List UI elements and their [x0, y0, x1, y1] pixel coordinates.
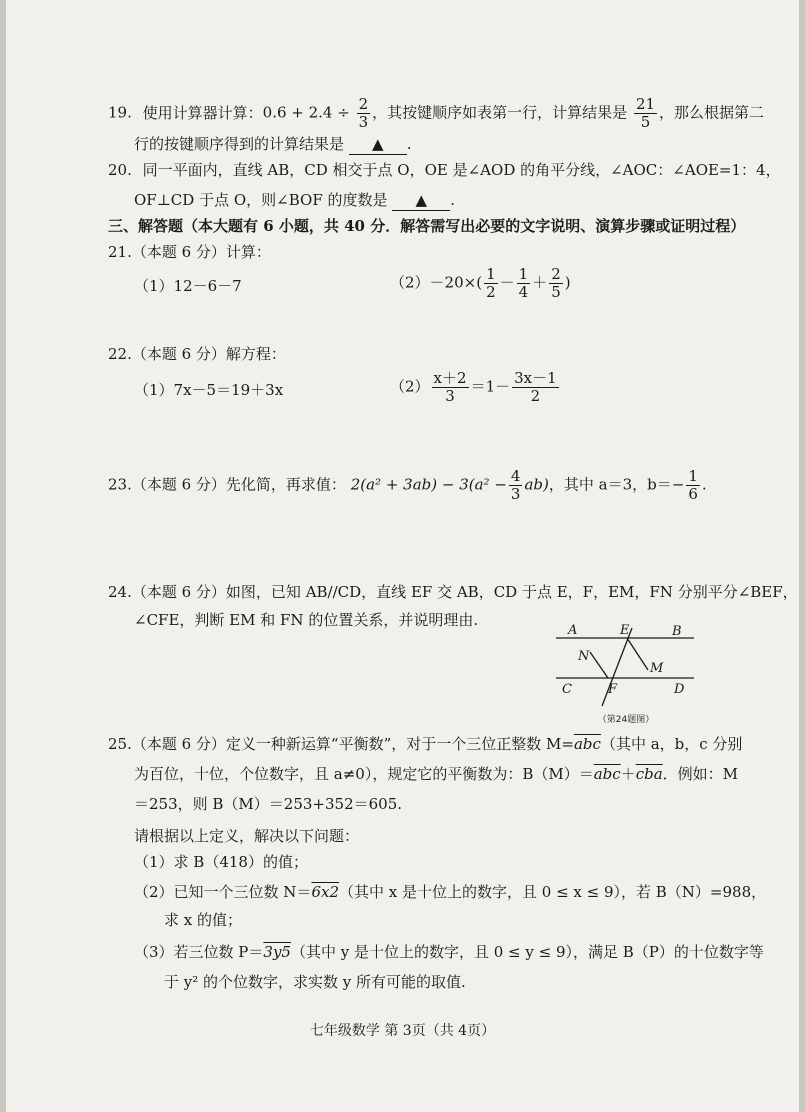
answer-blank: ▲: [392, 190, 450, 211]
section-heading: 三、解答题（本大题有 6 小题，共 40 分．解答需写出必要的文字说明、演算步骤或证明过程）: [108, 217, 746, 235]
figure-caption: （第24题图）: [597, 715, 655, 725]
ray-em: [627, 638, 648, 670]
question-19-line-1: 19. 使用计算器计算：0.6 + 2.4 ÷ $\frac{2}{3}$ ，其按键顺序如表第一行，计算结果是 $\frac{21}{5}$ ，那么根据第二: [108, 95, 765, 131]
question-25-part-3-cont: 于 y² 的个位数字，求实数 y 所有可能的取值.: [164, 973, 466, 991]
fraction: $\frac{x+2}{3}$: [433, 369, 467, 405]
fraction: $\frac{21}{5}$: [635, 95, 656, 131]
question-22-part-2: （2） $\frac{x+2}{3}$ ＝1－ $\frac{3x-1}{2}$: [390, 369, 557, 405]
label-d: D: [674, 682, 685, 697]
question-24-line-1: 24.（本题 6 分）如图，已知 AB//CD，直线 EF 交 AB，CD 于点 E，F，EM，FN 分别平分∠BEF，: [108, 583, 798, 601]
label-e: E: [620, 623, 630, 638]
question-number: 19.: [108, 103, 132, 122]
parallel-lines-diagram: [552, 620, 700, 730]
question-20-line-1: 20. 同一平面内，直线 AB，CD 相交于点 O，OE 是∠AOD 的角平分线，∠AOC：∠AOE=1：4，: [108, 161, 781, 179]
label-a: A: [568, 623, 578, 638]
question-25-line-3: ＝253，则 B（M）＝253+352＝605.: [134, 795, 403, 813]
figure-24: [552, 620, 700, 730]
label-f: F: [608, 682, 618, 697]
question-25-line-4: 请根据以上定义，解决以下问题：: [134, 827, 360, 845]
question-21-part-1: （1）12－6－7: [134, 277, 242, 295]
question-25-part-1: （1）求 B（418）的值；: [134, 853, 308, 871]
question-25-part-2-cont: 求 x 的值；: [164, 911, 242, 929]
fraction: $\frac{1}{2}$: [486, 265, 496, 301]
fraction: $\frac{4}{3}$: [510, 467, 521, 503]
question-23: 23.（本题 6 分）先化简，再求值： 2(a² + 3ab) − 3(a² − $\frac{4}{3}$ ab)，其中 a＝3，b＝− $\frac{1}{6}$ .: [108, 467, 707, 503]
question-24-line-2: ∠CFE，判断 EM 和 FN 的位置关系，并说明理由.: [134, 611, 479, 629]
question-21-heading: 21.（本题 6 分）计算：: [108, 243, 271, 261]
question-20-line-2: OF⊥CD 于点 O，则∠BOF 的度数是 ▲ .: [134, 191, 456, 209]
question-25-line-2: 为百位，十位，个位数字，且 a≠0），规定它的平衡数为：$B(M)=\overline{abc}+\overline{cba}$．例如：M: [134, 765, 738, 783]
ray-fn: [590, 652, 608, 678]
left-page-edge: [0, 0, 6, 1112]
question-22-heading: 22.（本题 6 分）解方程：: [108, 345, 286, 363]
label-n: N: [578, 649, 590, 664]
question-22-part-1: （1）7x－5＝19＋3x: [134, 381, 284, 399]
fraction: $\frac{1}{6}$: [688, 467, 698, 503]
label-b: B: [672, 624, 682, 639]
right-page-edge: [799, 0, 805, 1112]
fraction: $\frac{2}{5}$: [551, 265, 561, 301]
question-21-part-2: （2）－20×( $\frac{1}{2}$ － $\frac{1}{4}$ ＋ $\frac{2}{5}$ ): [390, 265, 571, 301]
question-25-part-2: （2）已知一个三位数 N＝6x2（其中 x 是十位上的数字，且 0 ≤ x ≤ 9），若 B（N）=988，: [134, 883, 767, 901]
question-25-part-3: （3）若三位数 P＝3y5（其中 y 是十位上的数字，且 0 ≤ y ≤ 9），满足 B（P）的十位数字等: [134, 943, 764, 961]
fraction: $\frac{2}{3}$: [358, 95, 369, 131]
question-19-line-2: 行的按键顺序得到的计算结果是 ▲ .: [134, 135, 412, 153]
fraction: $\frac{1}{4}$: [518, 265, 529, 301]
label-c: C: [562, 682, 572, 697]
fraction: $\frac{3x-1}{2}$: [514, 369, 557, 405]
page-footer: 七年级数学 第 3页（共 4页）: [309, 1023, 496, 1039]
answer-blank: ▲: [349, 134, 407, 155]
label-m: M: [650, 661, 664, 676]
question-25-line-1: 25.（本题 6 分）定义一种新运算“平衡数”，对于一个三位正整数 $M=\overline{abc}$（其中 a，b，c 分别: [108, 735, 743, 753]
